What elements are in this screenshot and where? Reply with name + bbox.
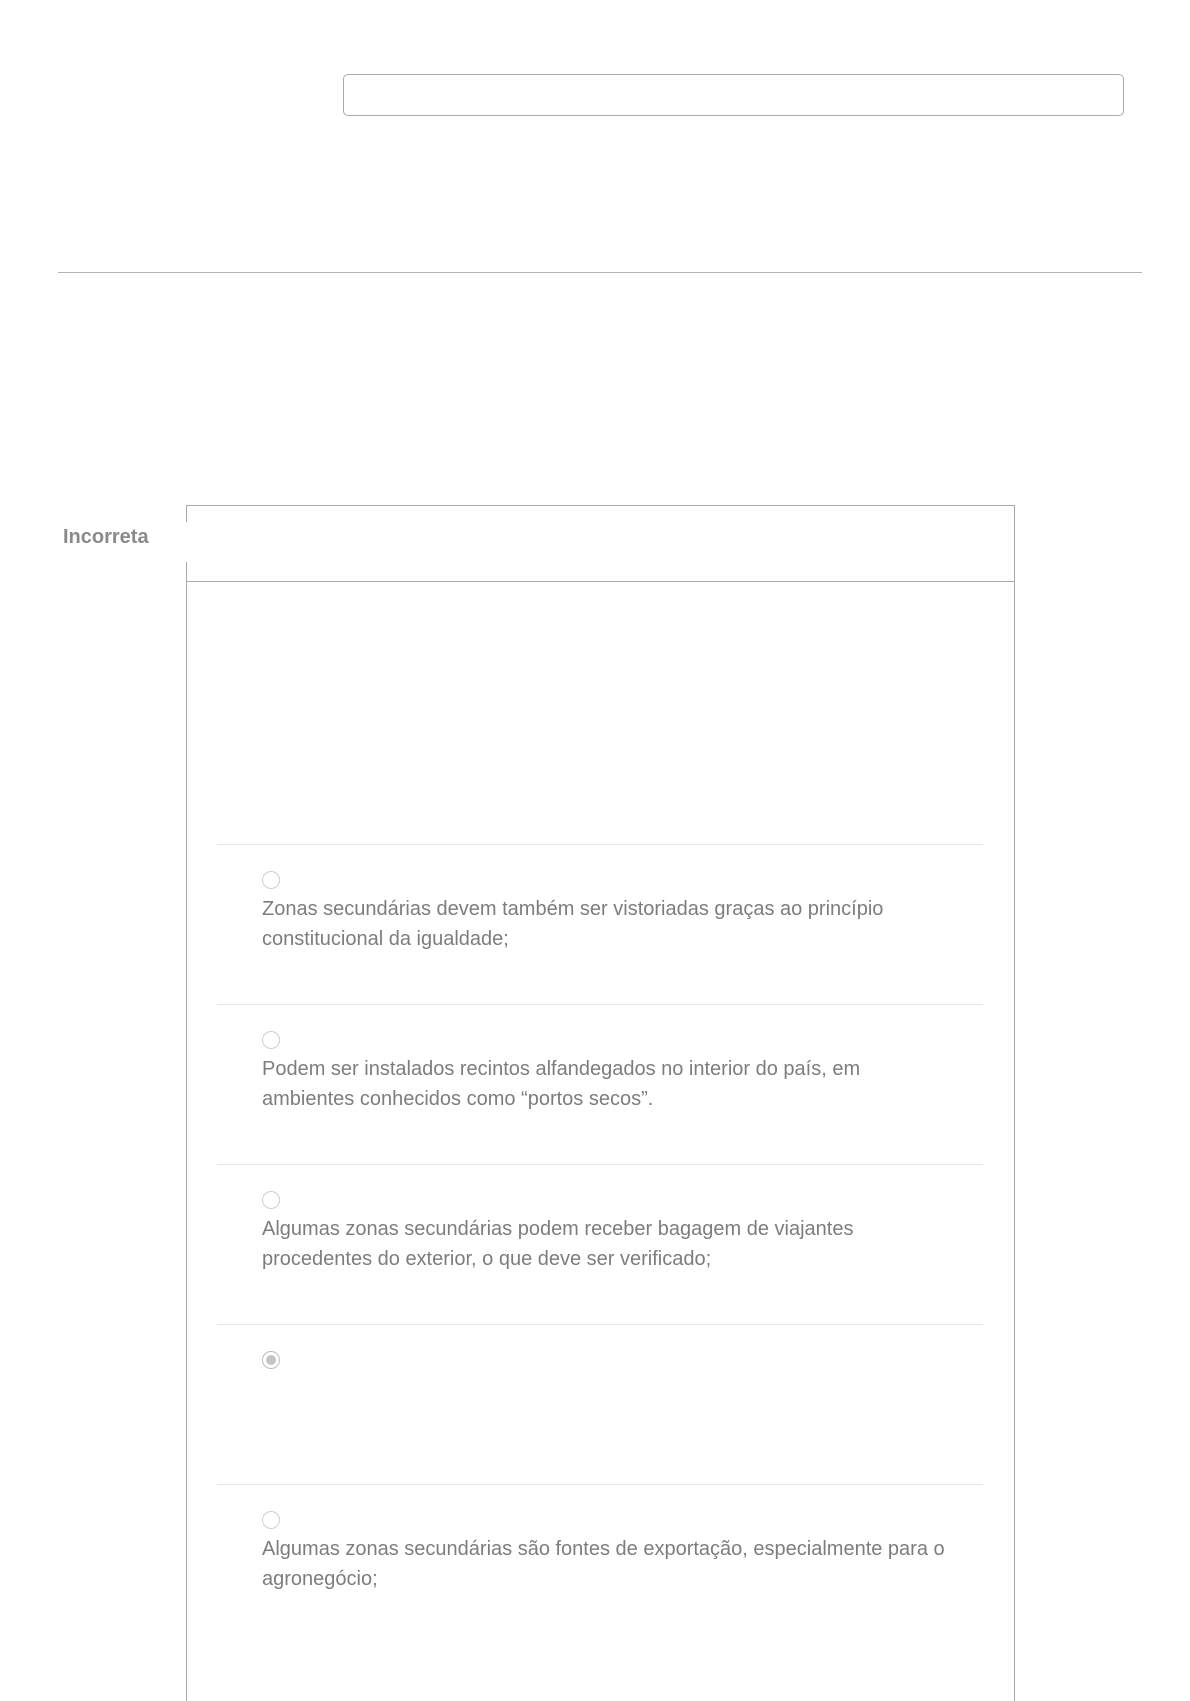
section-divider <box>58 272 1142 273</box>
header-border-segment <box>186 562 187 582</box>
option-text: Algumas zonas secundárias podem receber bagagem de viajantes procedentes do exterior, o que deve ser verificado; <box>262 1218 854 1270</box>
answer-options <box>217 844 983 1644</box>
answer-option[interactable] <box>217 844 983 1004</box>
radio-button[interactable] <box>262 1031 280 1049</box>
header-border-segment <box>186 506 187 522</box>
question-header <box>186 505 1015 582</box>
radio-button[interactable] <box>262 1191 280 1209</box>
radio-button[interactable] <box>262 871 280 889</box>
status-badge: Incorreta <box>63 526 149 548</box>
radio-button[interactable] <box>262 1511 280 1529</box>
answer-option-selected[interactable] <box>217 1324 983 1484</box>
top-text-field[interactable] <box>343 74 1124 116</box>
radio-button-selected[interactable] <box>262 1351 280 1369</box>
option-text: Podem ser instalados recintos alfandegados no interior do país, em ambientes conhecidos como “portos secos”. <box>262 1058 861 1110</box>
option-text: Zonas secundárias devem também ser vistoriadas graças ao princípio constitucional da igualdade; <box>262 898 884 950</box>
answer-option[interactable] <box>217 1164 983 1324</box>
option-text: Algumas zonas secundárias são fontes de exportação, especialmente para o agronegócio; <box>262 1538 945 1590</box>
answer-option[interactable] <box>217 1004 983 1164</box>
answer-option[interactable] <box>217 1484 983 1644</box>
